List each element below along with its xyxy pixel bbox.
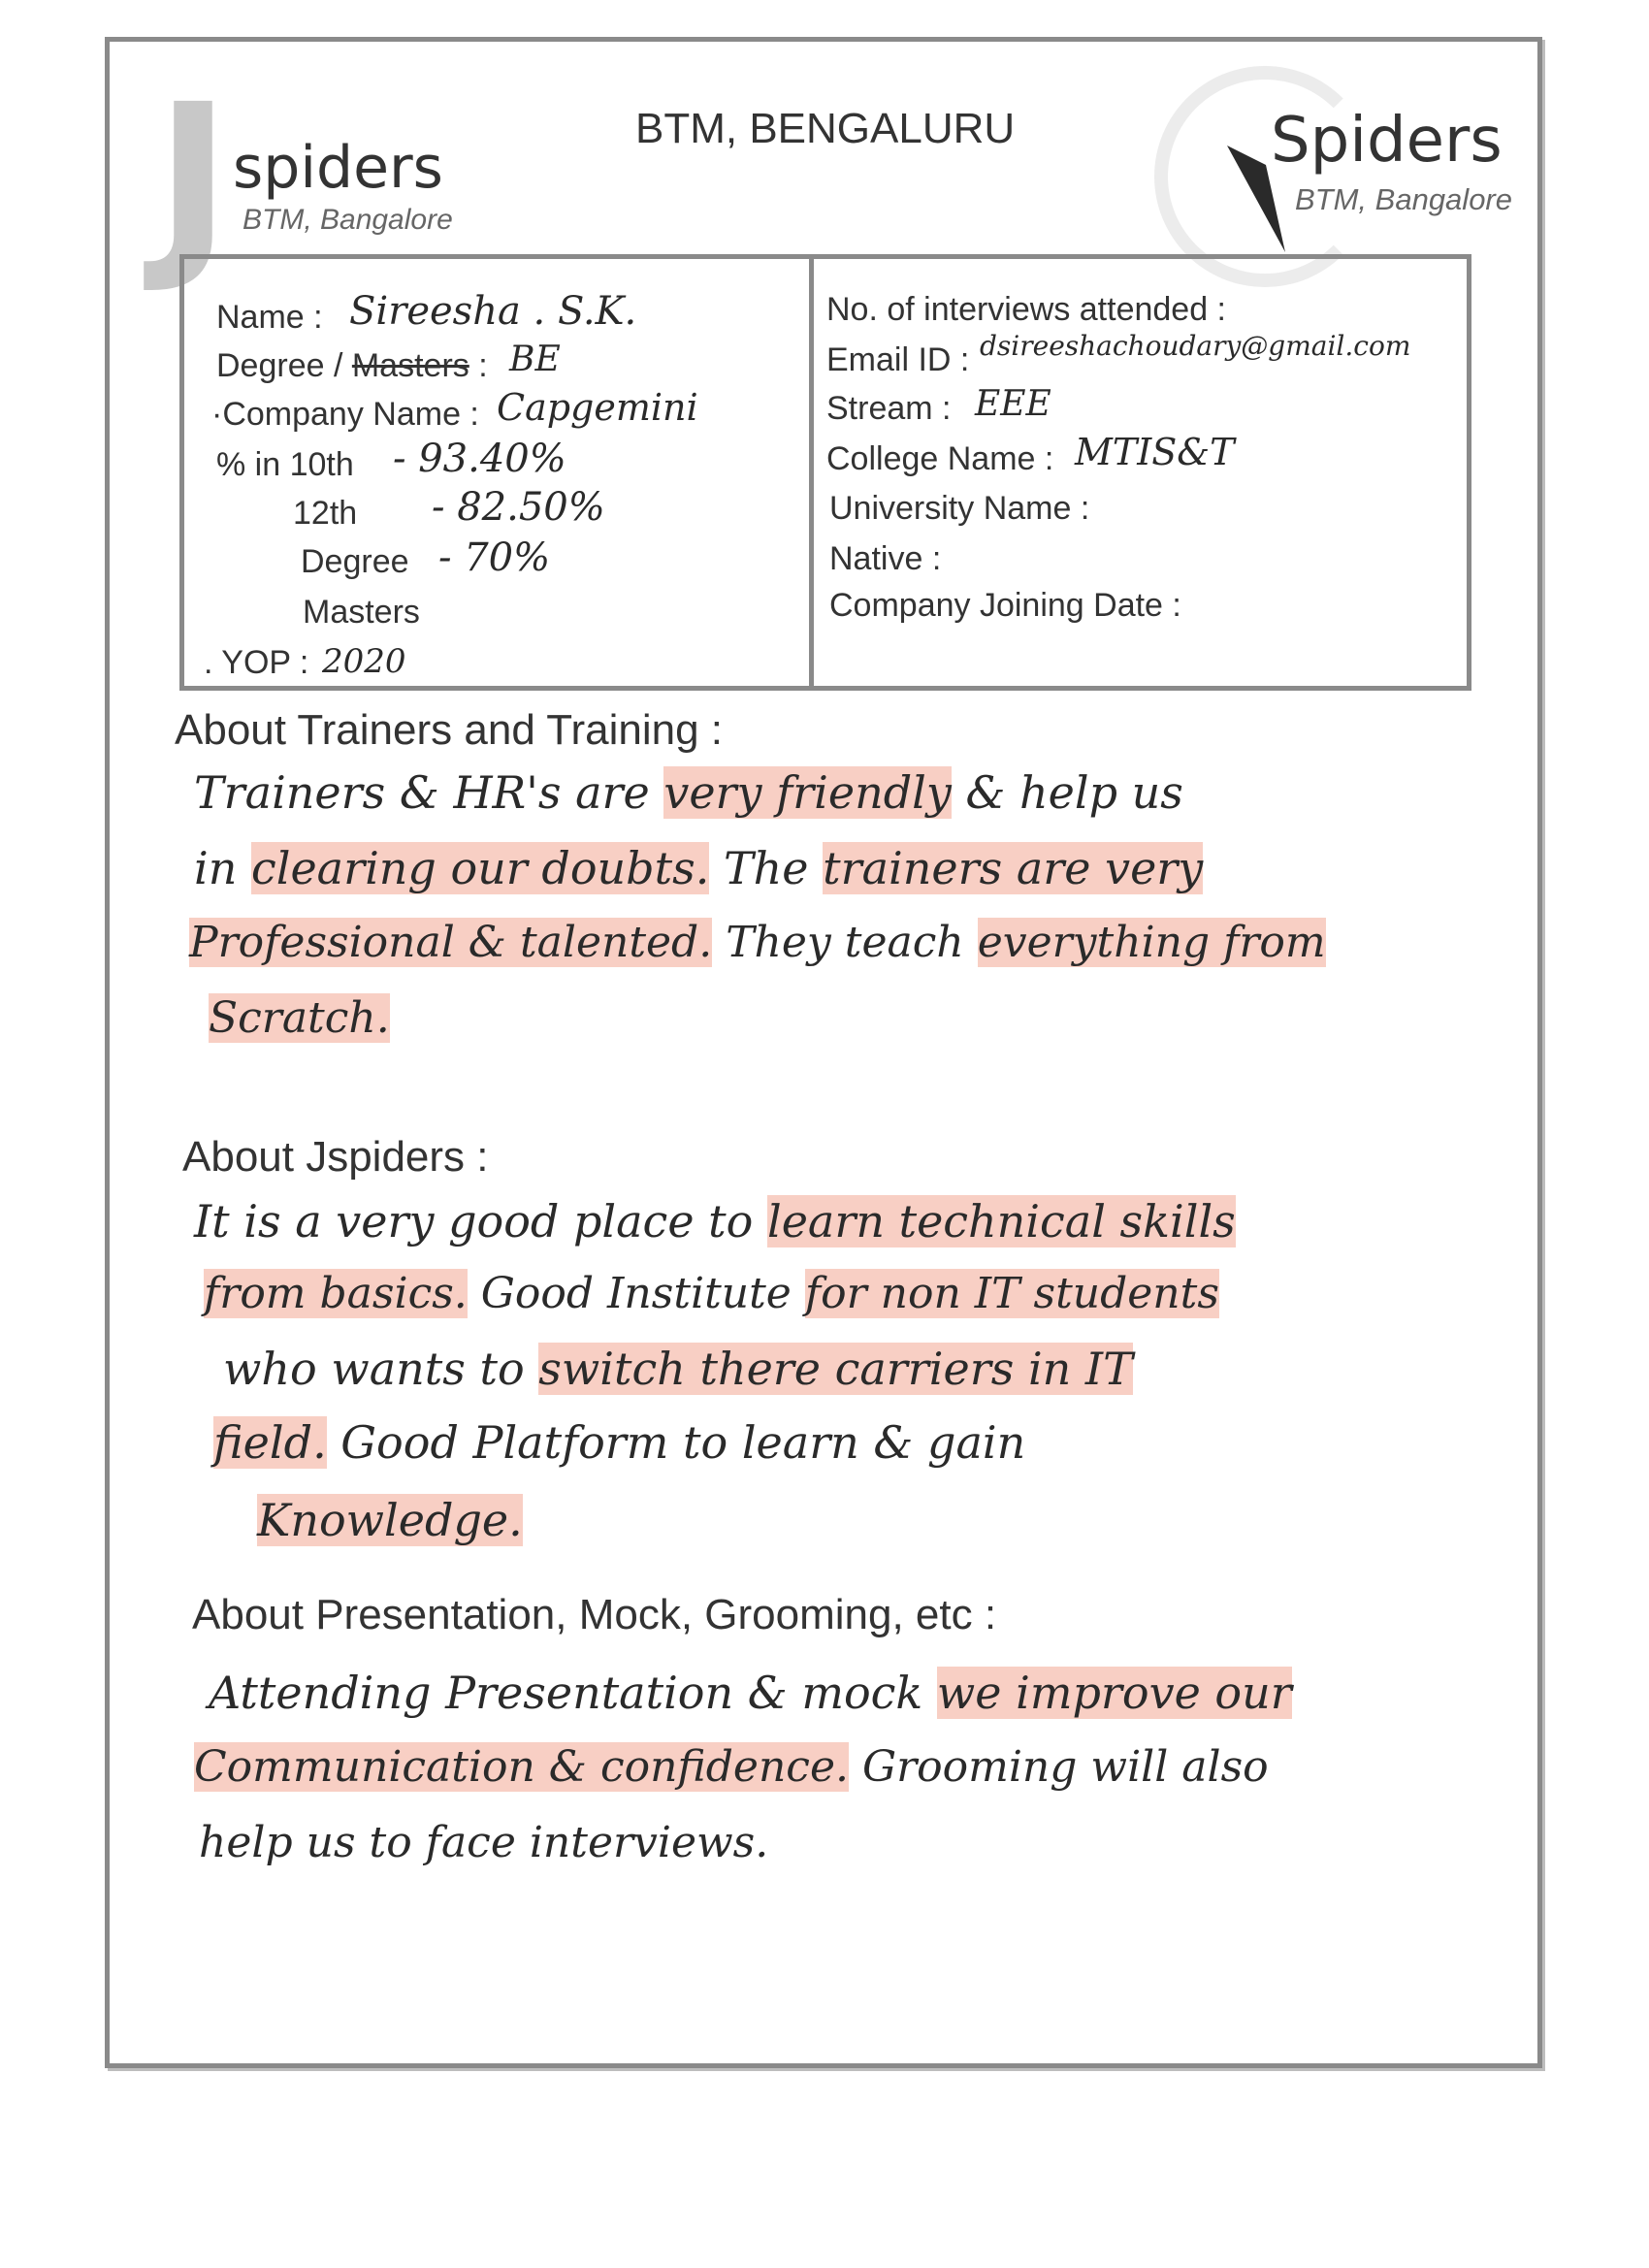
yop-label: . YOP :	[204, 644, 309, 681]
jspiders-line: field. Good Platform to learn & gain	[213, 1416, 1026, 1469]
info-box-divider	[809, 254, 814, 691]
native-label: Native :	[829, 540, 942, 577]
company-label: ·Company Name :	[211, 396, 479, 433]
section-title-training: About Trainers and Training :	[175, 706, 723, 754]
company-value: Capgemini	[497, 386, 698, 429]
qspiders-logo-subtitle: BTM, Bangalore	[1295, 182, 1512, 216]
name-label: Name :	[216, 299, 323, 336]
stream-value: EEE	[975, 384, 1051, 424]
section-title-presentation: About Presentation, Mock, Grooming, etc :	[192, 1591, 997, 1638]
training-line: Scratch.	[209, 993, 390, 1043]
name-value: Sireesha . S.K.	[349, 289, 637, 334]
jspiders-line: It is a very good place to learn technical skills	[194, 1195, 1236, 1247]
degree-value: BE	[509, 340, 561, 379]
college-value: MTIS&T	[1075, 431, 1235, 473]
jspiders-line: from basics. Good Institute for non IT students	[204, 1269, 1219, 1318]
pct10-value: - 93.40%	[393, 437, 566, 481]
degree-pct-value: - 70%	[438, 535, 551, 580]
pct10-label: % in 10th	[216, 446, 354, 483]
training-line: Professional & talented. They teach everything from	[189, 918, 1326, 967]
joining-date-label: Company Joining Date :	[829, 587, 1181, 624]
section-title-jspiders: About Jspiders :	[182, 1133, 489, 1181]
jspiders-logo-name: spiders	[233, 134, 443, 202]
college-label: College Name :	[826, 440, 1054, 477]
presentation-line: help us to face interviews.	[199, 1818, 769, 1867]
training-line: in clearing our doubts. The trainers are very	[194, 842, 1204, 894]
yop-value: 2020	[322, 642, 406, 681]
jspiders-logo-subtitle: BTM, Bangalore	[242, 204, 453, 236]
presentation-line: Communication & confidence. Grooming will also	[194, 1742, 1269, 1792]
degree-label: Degree / Masters :	[216, 347, 488, 384]
page-title: BTM, BENGALURU	[635, 105, 1016, 152]
pct12-label: 12th	[293, 495, 358, 532]
jspiders-logo-letter: J	[155, 60, 232, 298]
presentation-line: Attending Presentation & mock we improve our	[209, 1667, 1292, 1719]
jspiders-line: who wants to switch there carriers in IT	[223, 1343, 1133, 1395]
degree-pct-label: Degree	[301, 543, 409, 580]
university-label: University Name :	[829, 490, 1090, 527]
email-label: Email ID :	[826, 341, 970, 378]
email-value: dsireeshachoudary@gmail.com	[980, 330, 1411, 362]
masters-label: Masters	[303, 594, 420, 631]
jspiders-line: Knowledge.	[257, 1494, 523, 1546]
qspiders-logo-name: Spiders	[1271, 105, 1503, 177]
training-line: Trainers & HR's are very friendly & help us	[194, 766, 1183, 819]
stream-label: Stream :	[826, 390, 952, 427]
interviews-label: No. of interviews attended :	[826, 291, 1227, 328]
pct12-value: - 82.50%	[432, 485, 605, 530]
